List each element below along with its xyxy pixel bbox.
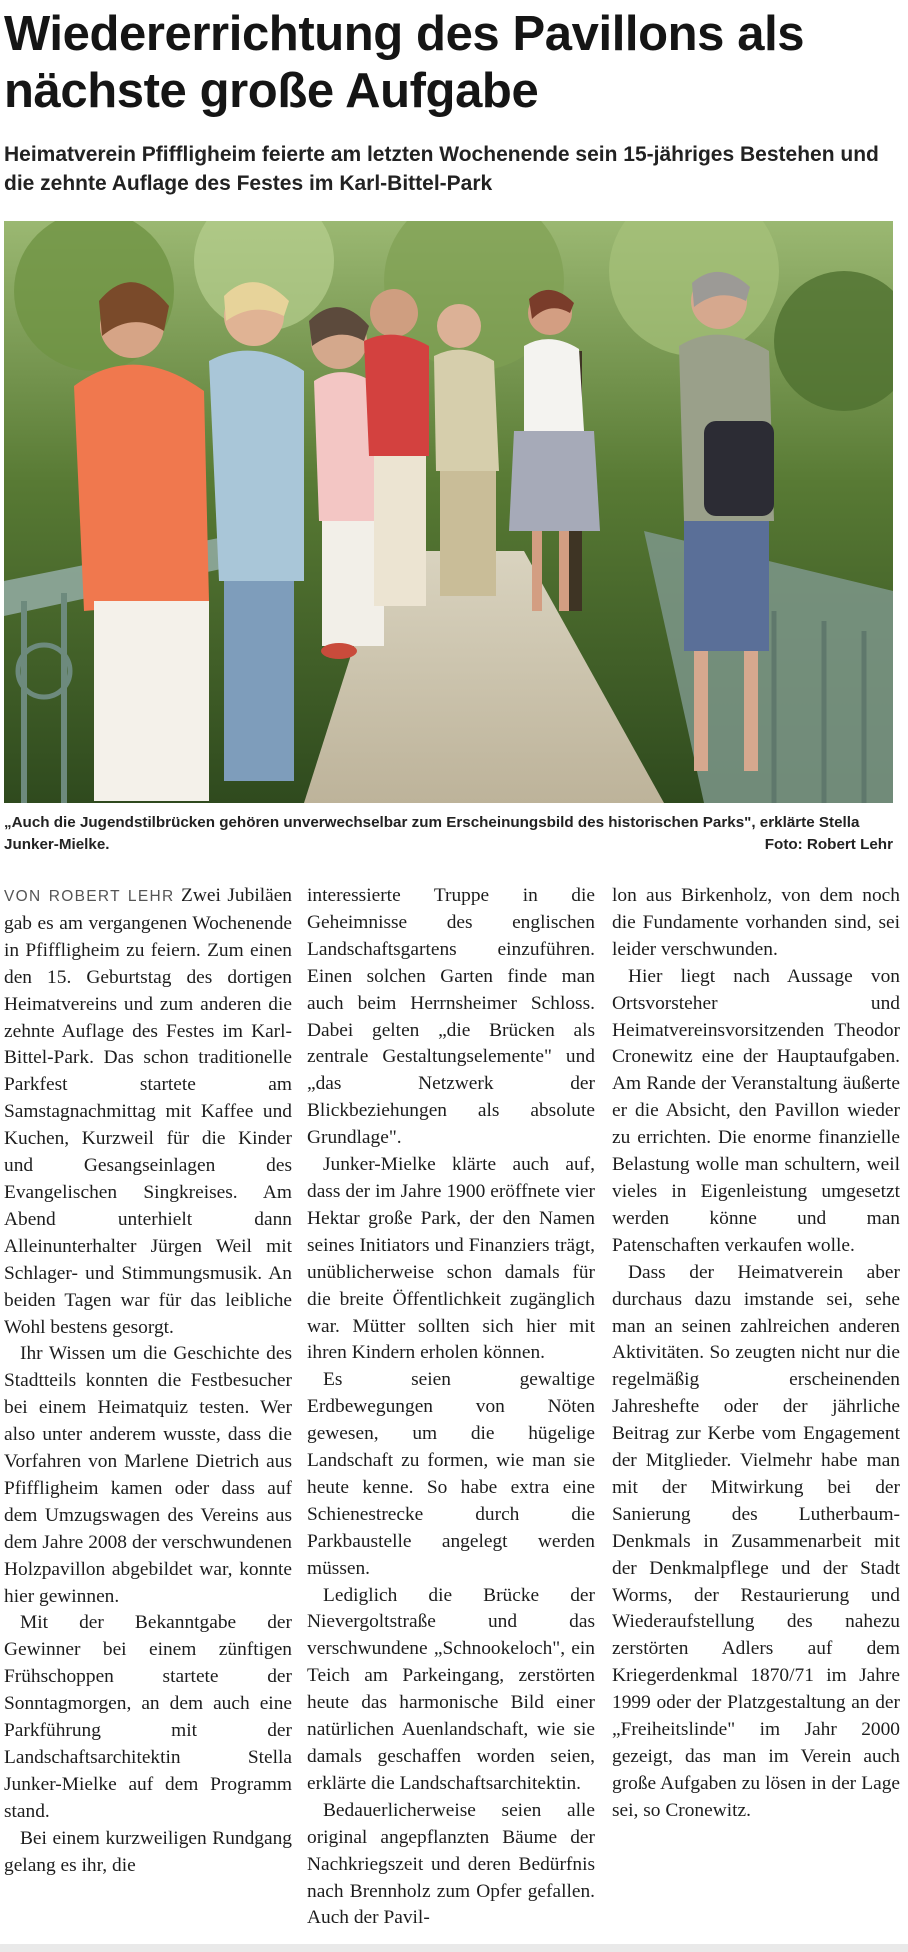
article-paragraph: Mit der Bekanntgabe der Gewinner bei einem zünftigen Frühschoppen startete der Sonntagmorgen, an dem auch eine Parkführung mit der Landschaftsarchitektin Stella Junker-Mielke auf dem Programm stand.	[4, 1612, 292, 1822]
byline: VON ROBERT LEHR	[4, 888, 175, 905]
photo-caption-block	[4, 812, 893, 856]
article-column-1	[4, 883, 292, 1880]
article-paragraph: Es seien gewaltige Erdbewegungen von Nöten gewesen, um die hügelige Landschaft zu formen, wie man sie heute kenne. So habe extra eine Schienestrecke durch die Parkbaustelle angelegt werden müssen.	[307, 1369, 595, 1579]
article-paragraph: Lediglich die Brücke der Nievergoltstraße und das verschwundene „Schnookeloch", ein Teich am Parkeingang, zerstörten heute das harmonische Bild einer natürlichen Auenlandschaft, wie sie damals geschaffen worden seien, erklärte die Landschaftsarchitektin.	[307, 1584, 595, 1794]
article-paragraph: Bedauerlicherweise seien alle original angepflanzten Bäume der Nachkriegszeit und deren Bedürfnis nach Brennholz zum Opfer gefallen. Auch der Pavil-	[307, 1799, 595, 1929]
article-photo	[4, 221, 893, 803]
park-bridge-group-photo	[4, 221, 893, 803]
article-paragraph: Bei einem kurzweiligen Rundgang gelang es ihr, die	[4, 1827, 292, 1876]
article-paragraph: Hier liegt nach Aussage von Ortsvorsteher und Heimatvereinsvorsitzenden Theodor Cronewitz eine der Hauptaufgaben. Am Rande der Veranstaltung äußerte er die Absicht, den Pavillon wieder zu errichten. Die enorme finanzielle Belastung wolle man schultern, weil vieles in Eigenleistung umgesetzt werden könne und man Patenschaften verkaufen wolle.	[612, 965, 900, 1256]
article-paragraph: Junker-Mielke klärte auch auf, dass der im Jahre 1900 eröffnete vier Hektar große Park, der den Namen seines Initiators und Finanziers trägt, unüblicherweise schon damals für die breite Öffentlichkeit zugänglich war. Mütter sollten sich hier mit ihren Kindern erholen können.	[307, 1154, 595, 1364]
article-subheadline: Heimatverein Pfiffligheim feierte am letzten Wochenende sein 15-jähriges Bestehen und die zehnte Auflage des Festes im Karl-Bittel-Park	[4, 143, 879, 195]
photo-caption: „Auch die Jugendstilbrücken gehören unverwechselbar zum Erscheinungsbild des historischen Parks", erklärte Stella Junker-Mielke.	[4, 814, 860, 853]
article-paragraph: interessierte Truppe in die Geheimnisse des englischen Landschaftsgartens einzuführen. Einen solchen Garten finde man auch beim Herrnsheimer Schloss. Dabei gelten „die Brücken als zentrale Gestaltungselemente" und „das Netzwerk der Blickbeziehungen als absolute Grundlage".	[307, 885, 595, 1149]
page-bottom-edge	[0, 1944, 908, 1952]
article-column-2	[307, 883, 595, 1932]
photo-credit: Foto: Robert Lehr	[764, 836, 893, 853]
article-headline: Wiedererrichtung des Pavillons als nächste große Aufgabe	[4, 7, 805, 118]
article-column-3	[612, 883, 900, 1825]
article-paragraph: Ihr Wissen um die Geschichte des Stadtteils konnten die Festbesucher bei einem Heimatquiz testen. Wer also unter anderem wusste, dass die Vorfahren von Marlene Dietrich aus Pfiffligheim kamen oder dass auf dem Umzugswagen des Vereins aus dem Jahre 2008 der verschwundenen Holzpavillon abgebildet war, konnte hier gewinnen.	[4, 1343, 292, 1607]
article-paragraph: VON ROBERT LEHR Zwei Jubiläen gab es am vergangenen Wochenende in Pfiffligheim zu feiern. Zum einen den 15. Geburtstag des dortigen Heimatvereins und zum anderen die zehnte Auflage des Festes im Karl-Bittel-Park. Das schon traditionelle Parkfest startete am Samstagnachmittag mit Kaffee und Kuchen, Kurzweil für die Kinder und Gesangseinlagen des Evangelischen Singkreises. Am Abend unterhielt dann Alleinunterhalter Jürgen Weil mit Schlager- und Stimmungsmusik. An beiden Tagen war für das leibliche Wohl bestens gesorgt.	[4, 885, 292, 1338]
article-paragraph: Dass der Heimatverein aber durchaus dazu imstande sei, sehe man an seinen zahlreichen anderen Aktivitäten. So zeugten nicht nur die regelmäßig erscheinenden Jahreshefte oder der jährliche Beitrag zur Kerbe vom Engagement der Mitglieder. Vielmehr habe man mit der Mitwirkung bei der Sanierung des Lutherbaum-Denkmals in Zusammenarbeit mit der Denkmalpflege und der Stadt Worms, der Restaurierung und Wiederaufstellung des nahezu zerstörten Adlers auf dem Kriegerdenkmal 1870/71 im Jahre 1999 oder der Platzgestaltung an der „Freiheitslinde" im Jahr 2000 gezeigt, das man im Verein auch große Aufgaben zu lösen in der Lage sei, so Cronewitz.	[612, 1261, 900, 1821]
article-paragraph: lon aus Birkenholz, von dem noch die Fundamente vorhanden sind, sei leider verschwunden.	[612, 885, 900, 960]
